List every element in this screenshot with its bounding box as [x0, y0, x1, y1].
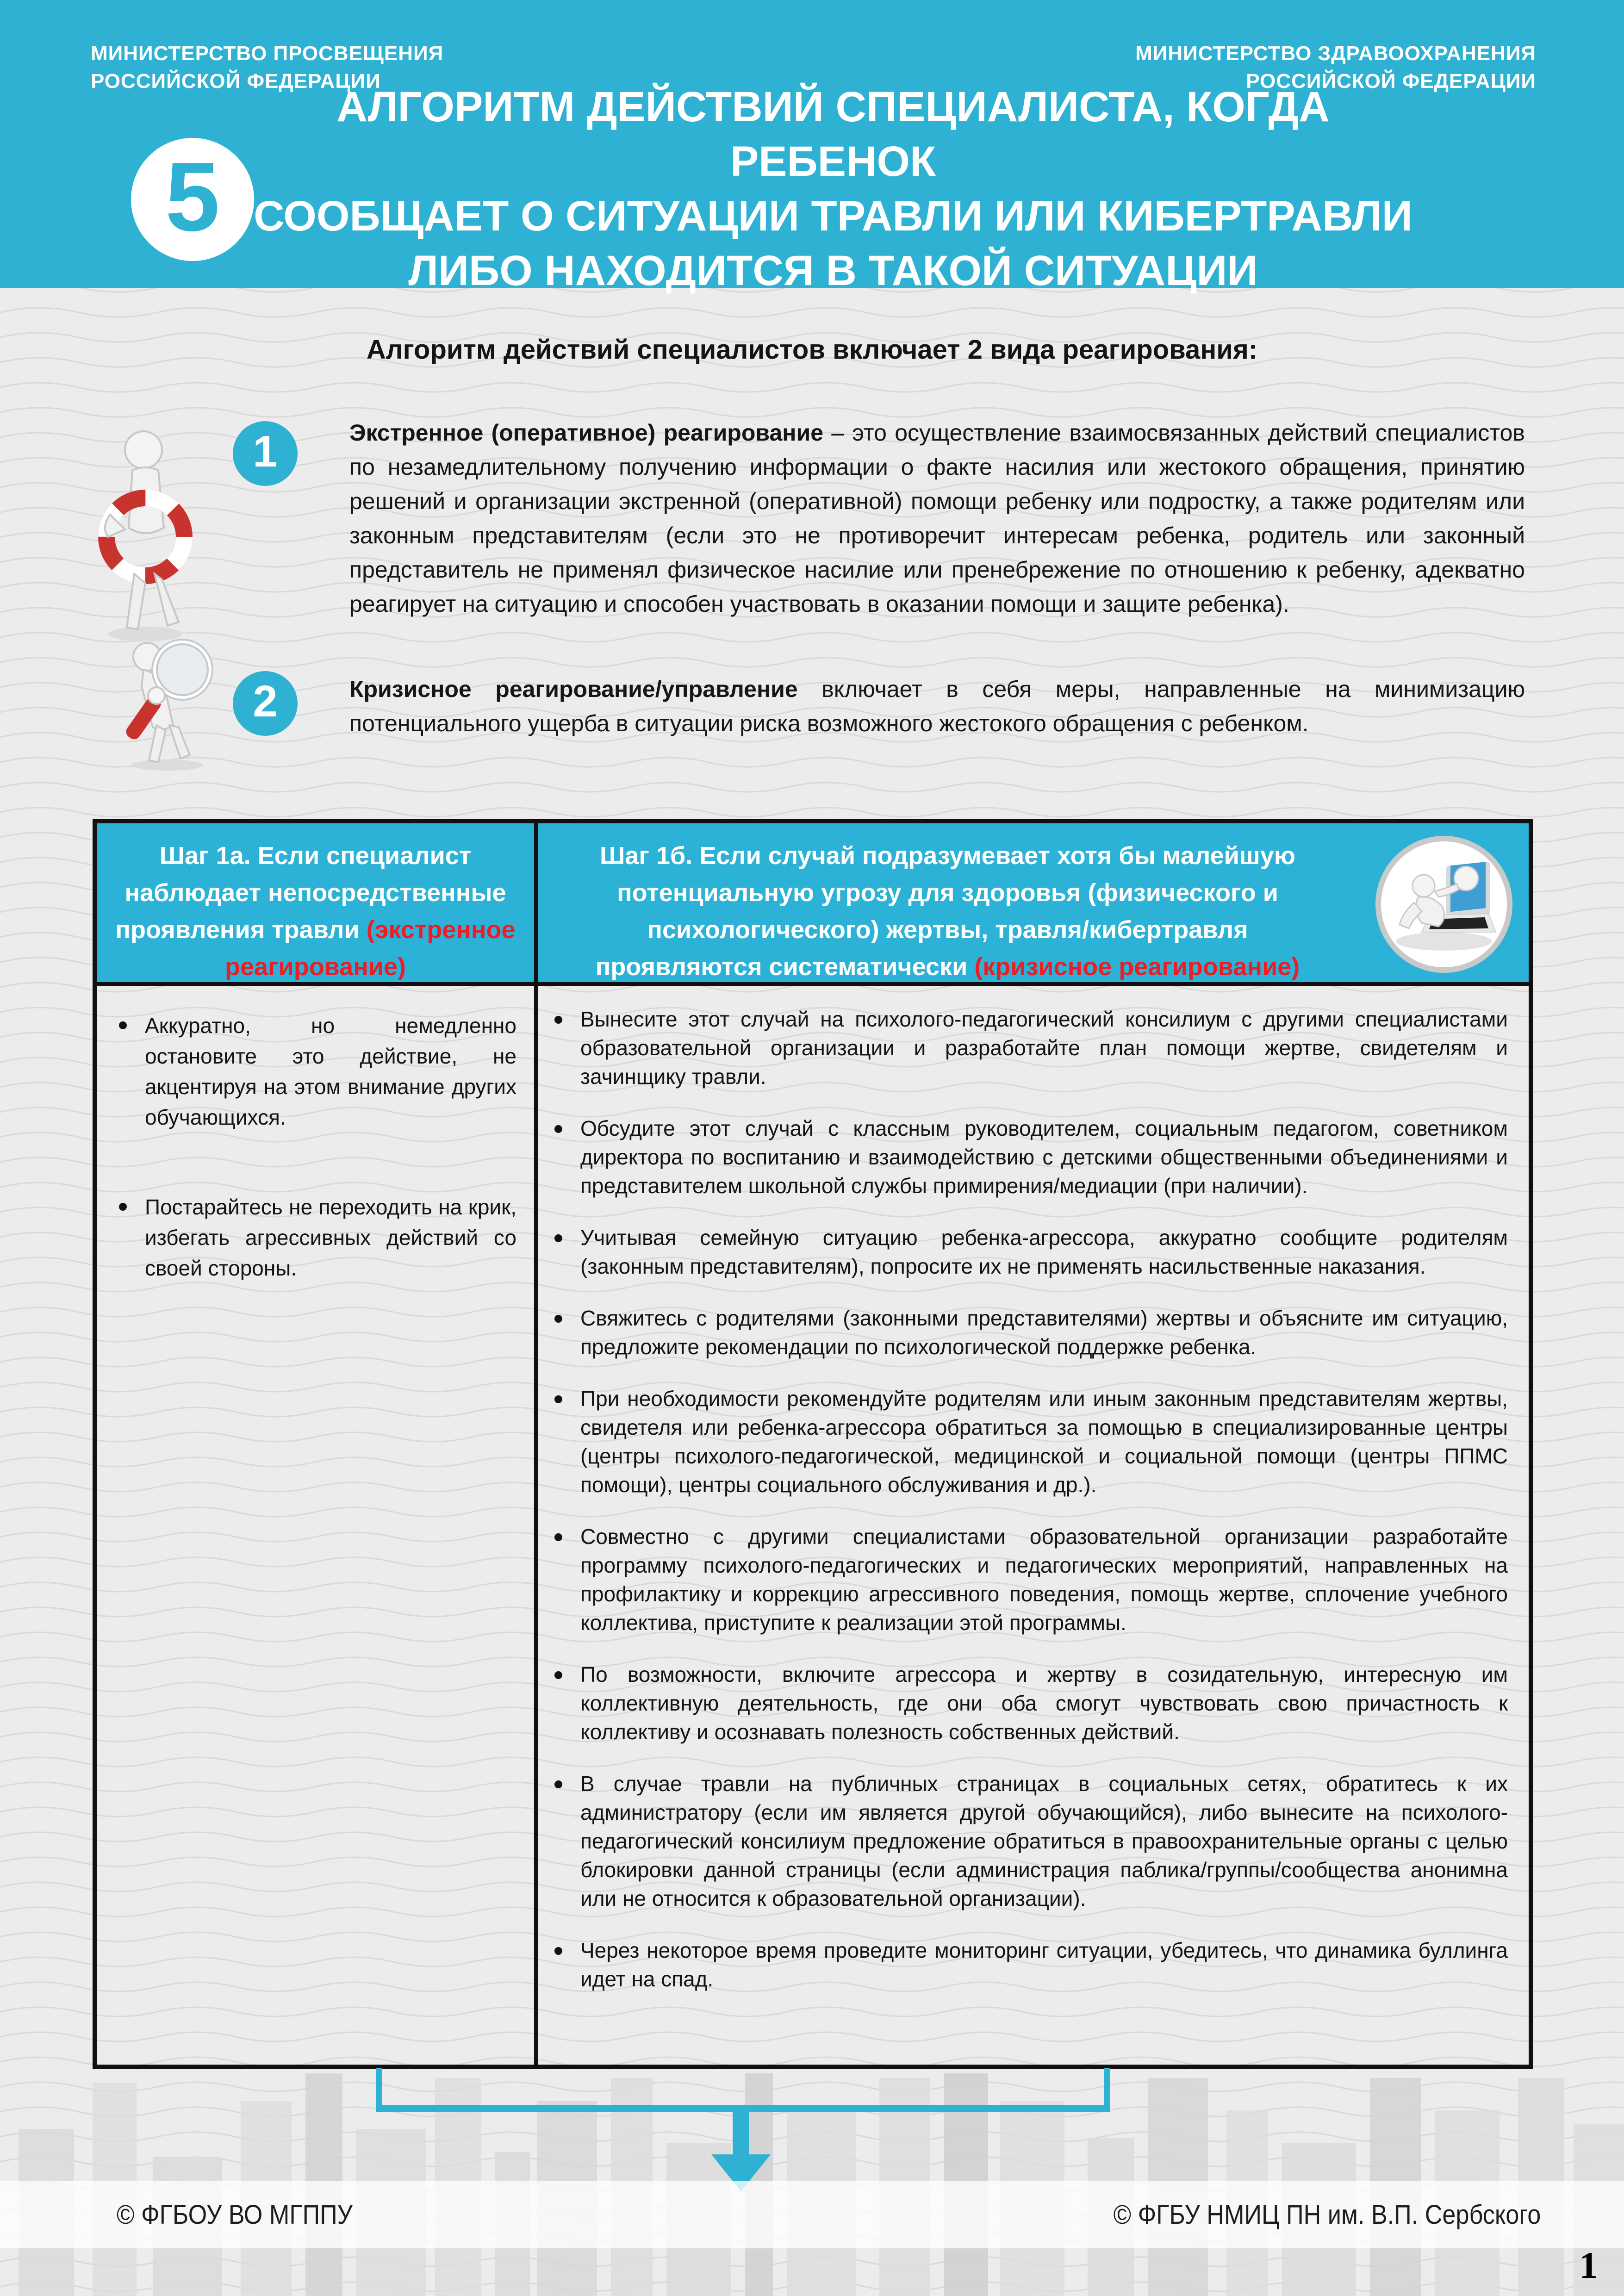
cyberbullying-photo-circle: [1375, 836, 1512, 973]
footer-copyright-left: © ФГБОУ ВО МГППУ: [117, 2199, 353, 2230]
list-item: Вынесите этот случай на психолого-педагогический консилиум с другими специалистами образовательной организации и разработайте план помощи жертве, свидетелям и зачинщику травли.: [552, 1005, 1508, 1091]
table-cell-right: [538, 986, 1529, 2065]
magnifier-figure-icon: [116, 636, 222, 771]
step-1b-header: Шаг 1б. Если случай подразумевает хотя бы малейшую потенциальную угрозу для здоровья (физического и психологического) жертвы, травля/кибертравля проявляются систематически (кризисное реагирование): [595, 842, 1300, 981]
item-1-number: 1: [253, 427, 278, 476]
list-item: Свяжитесь с родителями (законными представителями) жертвы и объясните им ситуацию, предложите рекомендации по психологической поддержке ребенка.: [552, 1304, 1508, 1361]
ministry-left-line2: РОССИЙСКОЙ ФЕДЕРАЦИИ: [91, 70, 381, 93]
cyberbullying-laptop-icon: [1381, 841, 1507, 967]
connector-right-line: [1104, 2068, 1110, 2110]
list-item: Учитывая семейную ситуацию ребенка-агрессора, аккуратно сообщите родителям (законным представителям), попросите их не применять насильственные наказания.: [552, 1223, 1508, 1281]
title-line1: АЛГОРИТМ ДЕЙСТВИЙ СПЕЦИАЛИСТА, КОГДА РЕБЕНОК: [336, 83, 1330, 185]
number-5-badge: [131, 138, 254, 261]
item-2-number-circle: [233, 671, 298, 736]
table-cell-left: [97, 986, 538, 2065]
item-2-lead: Кризисное реагирование/управление: [349, 676, 798, 702]
step-1a-header: Шаг 1а. Если специалист наблюдает непосредственные проявления травли (экстренное реагирование): [115, 842, 516, 981]
item-1-text: Экстренное (оперативное) реагирование – это осуществление взаимосвязанных действий специалистов по незамедлительному получению информации о факте насилия или жестокого обращения, принятию решений и организации экстренной (оперативной) помощи ребенку или подростку, а также родителям или законным представителям (если это не противоречит интересам ребенка, родитель или законный представитель не применял физическое насилие или пренебрежение по отношению к ребенку, адекватно реагирует на ситуацию и способен участвовать в оказании помощи и защите ребенка).: [349, 420, 1525, 617]
ministry-right-line2: РОССИЙСКОЙ ФЕДЕРАЦИИ: [1246, 70, 1536, 93]
item-1-number-circle: [233, 421, 298, 486]
list-item: В случае травли на публичных страницах в социальных сетях, обратитесь к их администратору (если им является другой обучающийся), либо вынесите на психолого-педагогический консилиум предложение обратиться в правоохранительные органы с целью блокировки данной страницы (если администрация паблика/группы/сообщества анонимна или не относится к образовательной организации).: [552, 1769, 1508, 1913]
table-header-row: [97, 823, 1529, 986]
table-body-row: [97, 986, 1529, 2065]
badge-number: 5: [165, 142, 220, 251]
down-arrow-shaft: [733, 2110, 749, 2157]
list-item: Через некоторое время проведите мониторинг ситуации, убедитесь, что динамика буллинга идет на спад.: [552, 1936, 1508, 1993]
page-title: [241, 80, 1425, 298]
item-2-number: 2: [253, 677, 278, 726]
step-1a-header-red: (экстренное реагирование): [224, 916, 516, 981]
title-line2: СООБЩАЕТ О СИТУАЦИИ ТРАВЛИ ИЛИ КИБЕРТРАВЛИ: [254, 193, 1412, 240]
list-item: Аккуратно, но немедленно остановите это действие, не акцентируя на этом внимание других обучающихся.: [116, 1010, 516, 1132]
header-band: [0, 0, 1624, 294]
list-item: Обсудите этот случай с классным руководителем, социальным педагогом, советником директора по воспитанию и взаимодействию с детскими общественными объединениями и представителем школьной службы примирения/медиации (при наличии).: [552, 1114, 1508, 1200]
list-item: По возможности, включите агрессора и жертву в созидательную, интересную им коллективную деятельность, где они оба смогут чувствовать свою причастность к коллективу и осознавать полезность собственных действий.: [552, 1660, 1508, 1746]
footer-band: [0, 2181, 1624, 2248]
footer-copyright-right: © ФГБУ НМИЦ ПН им. В.П. Сербского: [1113, 2199, 1541, 2230]
list-item: При необходимости рекомендуйте родителям или иным законным представителям жертвы, свидетеля или ребенка-агрессора обратиться за помощью в специализированные центры (центры психолого-педагогической, медицинской и социальной помощи (центры ППМС помощи), центры социального обслуживания и др.).: [552, 1384, 1508, 1499]
lifebuoy-figure-icon: [97, 426, 204, 643]
item-2-text: Кризисное реагирование/управление включает в себя меры, направленные на минимизацию потенциального ущерба в ситуации риска возможного жестокого обращения с ребенком.: [349, 676, 1525, 736]
list-item: Постарайтесь не переходить на крик, избегать агрессивных действий со своей стороны.: [116, 1192, 516, 1283]
ministry-right-line1: МИНИСТЕРСТВО ЗДРАВООХРАНЕНИЯ: [1135, 42, 1536, 65]
title-line3: ЛИБО НАХОДИТСЯ В ТАКОЙ СИТУАЦИИ: [408, 247, 1258, 294]
connector-left-line: [376, 2068, 382, 2110]
step-1b-header-red: (кризисное реагирование): [974, 953, 1300, 981]
steps-table: [93, 819, 1533, 2069]
page-number: 1: [1579, 2244, 1598, 2286]
table-header-left: [97, 823, 538, 982]
list-item: Совместно с другими специалистами образовательной организации разработайте программу психолого-педагогических и педагогических мероприятий, направленных на профилактику и коррекцию агрессивного поведения, помощь жертве, сплочение учебного коллектива, приступите к реализации этой программы.: [552, 1522, 1508, 1637]
intro-heading: Алгоритм действий специалистов включает 2 вида реагирования:: [366, 335, 1258, 365]
ministry-left-line1: МИНИСТЕРСТВО ПРОСВЕЩЕНИЯ: [91, 42, 444, 65]
item-1-lead: Экстренное (оперативное) реагирование: [349, 420, 824, 446]
